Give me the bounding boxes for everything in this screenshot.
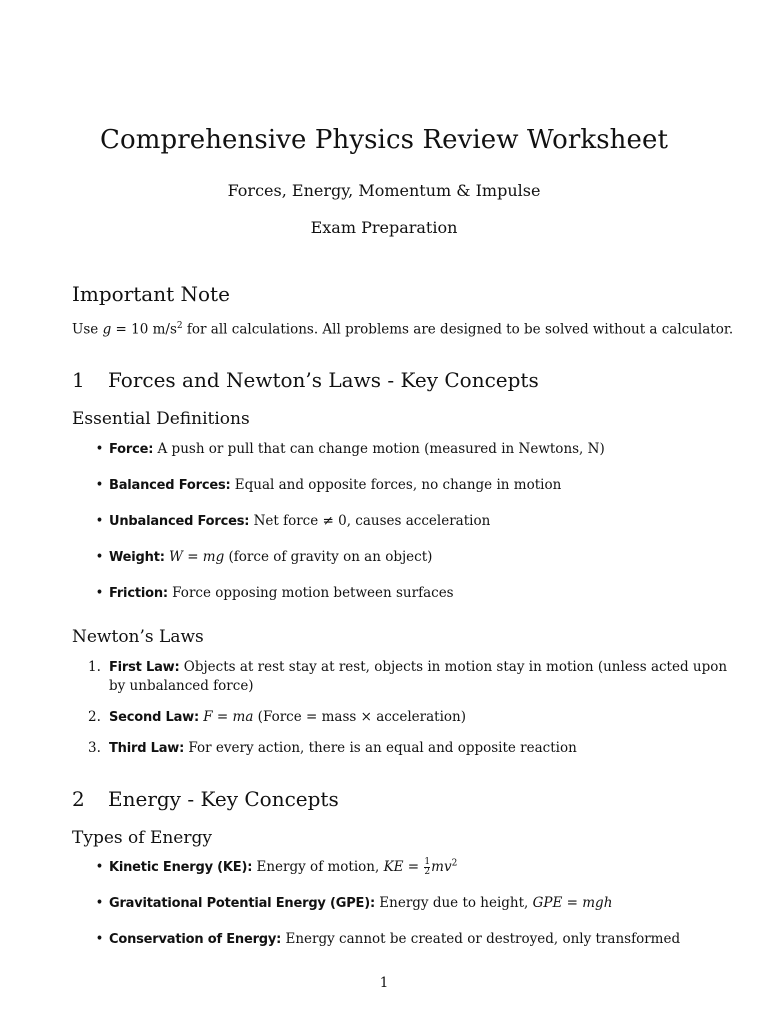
list-item: • Kinetic Energy (KE): Energy of motion, KE = $\frac{1}{2}$ $mv^2$ <box>95 857 458 877</box>
list-item: • Weight: W = mg (force of gravity on an object) <box>95 549 433 565</box>
subsection-heading-newtons-laws: Newton’s Laws <box>72 627 204 647</box>
page-subtitle-secondary: Exam Preparation <box>310 218 458 237</box>
numbered-item: 1. First Law: Objects at rest stay at rest, objects in motion stay in motion (unless acted upon <box>88 659 728 675</box>
list-item: • Force: A push or pull that can change motion (measured in Newtons, N) <box>95 441 605 457</box>
list-item: • Gravitational Potential Energy (GPE): Energy due to height, GPE = mgh <box>95 895 613 911</box>
subsection-heading-types-of-energy: Types of Energy <box>72 828 212 848</box>
numbered-item: 2. Second Law: F = ma (Force = mass × acceleration) <box>88 709 467 725</box>
page-subtitle: Forces, Energy, Momentum & Impulse <box>227 181 541 200</box>
important-note-heading: Important Note <box>72 282 230 306</box>
page-title: Comprehensive Physics Review Worksheet <box>99 125 669 155</box>
subsection-heading-definitions: Essential Definitions <box>72 409 250 429</box>
list-item: • Friction: Force opposing motion between surfaces <box>95 585 454 601</box>
page-number: 1 <box>379 975 389 991</box>
section-heading-energy: 2 Energy - Key Concepts <box>72 787 339 811</box>
fraction-one-half: $\frac{1}{2}$ <box>424 857 431 877</box>
numbered-item: 3. Third Law: For every action, there is an equal and opposite reaction <box>88 740 577 756</box>
section-heading-forces: 1 Forces and Newton’s Laws - Key Concepts <box>72 368 539 392</box>
important-note-text: Use g = 10 $m/s^2$ for all calculations. All problems are designed to be solved without a calculator. <box>72 321 734 338</box>
list-item: • Conservation of Energy: Energy cannot be created or destroyed, only transformed <box>95 931 681 947</box>
list-item: • Unbalanced Forces: Net force ≠ 0, causes acceleration <box>95 513 491 529</box>
list-item: • Balanced Forces: Equal and opposite forces, no change in motion <box>95 477 562 493</box>
numbered-item-continuation: by unbalanced force) <box>109 678 254 694</box>
